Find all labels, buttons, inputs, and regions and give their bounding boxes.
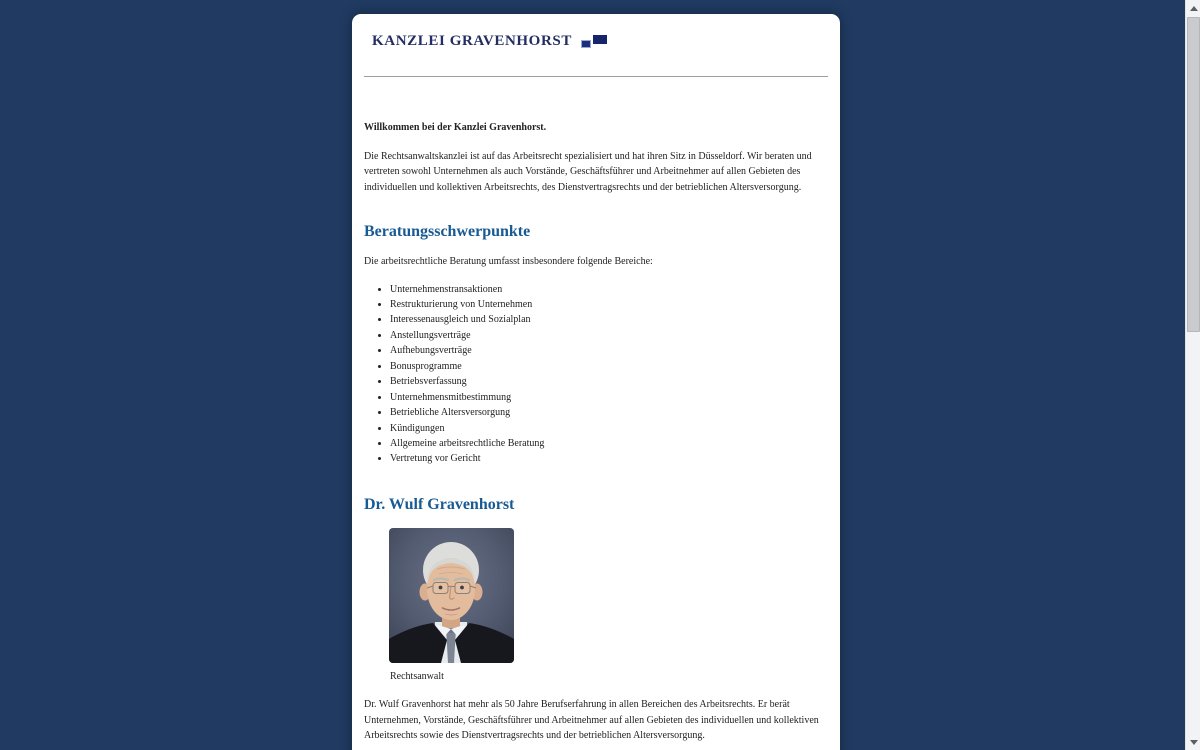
- lawyer-photo-figure: [389, 528, 514, 685]
- consulting-area-item: • Betriebliche Altersversorgung: [390, 405, 828, 420]
- scrollbar-down-button[interactable]: [1186, 734, 1200, 750]
- consulting-area-item: • Bonusprogramme: [390, 359, 828, 374]
- content-card: [352, 14, 840, 750]
- consulting-area-item: • Kündigungen: [390, 421, 828, 436]
- section-title-beratungsschwerpunkte: Beratungsschwerpunkte: [364, 223, 531, 240]
- consulting-area-item: • Anstellungsverträge: [390, 328, 828, 343]
- consulting-area-item: • Allgemeine arbeitsrechtliche Beratung: [390, 436, 828, 451]
- logo-large-square: [593, 35, 607, 44]
- logo-small-square: [581, 40, 591, 48]
- lawyer-portrait-illustration: [389, 528, 514, 663]
- consulting-areas-list: [364, 282, 828, 467]
- consulting-area-item: • Betriebsverfassung: [390, 374, 828, 389]
- site-header: [372, 33, 828, 50]
- scrollbar-track[interactable]: [1185, 0, 1200, 750]
- consulting-area-item: • Interessenausgleich und Sozialplan: [390, 312, 828, 327]
- consulting-area-item: • Unternehmensmitbestimmung: [390, 390, 828, 405]
- brand-title-link[interactable]: KANZLEI GRAVENHORST: [372, 33, 572, 49]
- brand-logo-icon: [581, 34, 609, 50]
- consulting-lead: Die arbeitsrechtliche Beratung umfasst insbesondere folgende Bereiche:: [364, 256, 653, 267]
- bio-paragraph: Dr. Wulf Gravenhorst hat mehr als 50 Jahre Berufserfahrung in allen Bereichen des Arbeitsrechts. Er berät Unternehmen, Vorstände, Geschäftsführer und Arbeitnehmer auf allen Gebieten des individuellen und kollektiven Arbeitsrechts sowie des Dienstvertragsrechts und der betrieblichen Altersversorgung.: [364, 699, 819, 742]
- consulting-area-item: • Unternehmenstransaktionen: [390, 282, 828, 297]
- intro-paragraph: Die Rechtsanwaltskanzlei ist auf das Arbeitsrecht spezialisiert und hat ihren Sitz in Düsseldorf. Wir beraten und vertreten sowohl Unternehmen als auch Vorstände, Geschäftsführer und Arbeitnehmer auf allen Gebieten des individuellen und kollektiven Arbeitsrechts, des Dienstvertragsrechts und der betrieblichen Altersversorgung.: [364, 150, 812, 193]
- scroll-up-icon: [1190, 6, 1198, 11]
- section-title-lawyer: Dr. Wulf Gravenhorst: [364, 495, 515, 513]
- consulting-area-item: • Aufhebungsverträge: [390, 343, 828, 358]
- scrollbar-up-button[interactable]: [1186, 0, 1200, 16]
- consulting-area-item: • Restrukturierung von Unternehmen: [390, 297, 828, 312]
- scroll-down-icon: [1190, 740, 1198, 745]
- welcome-heading: Willkommen bei der Kanzlei Gravenhorst.: [364, 122, 547, 133]
- lawyer-portrait-photo: [389, 528, 514, 663]
- header-divider: [364, 76, 828, 77]
- consulting-area-item: • Vertretung vor Gericht: [390, 451, 828, 466]
- photo-caption: Rechtsanwalt: [390, 670, 444, 682]
- scrollbar-thumb[interactable]: [1187, 17, 1200, 332]
